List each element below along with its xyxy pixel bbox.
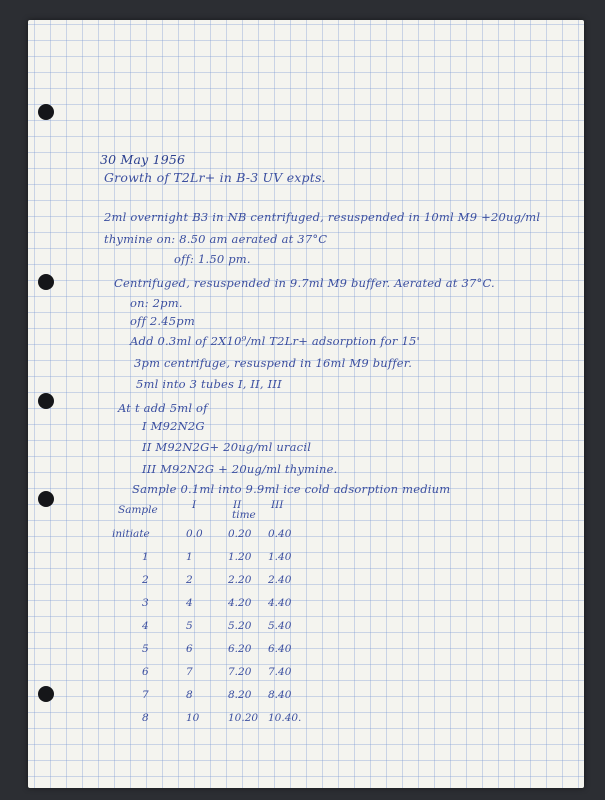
table-cell: 10.40.	[268, 712, 302, 724]
table-cell: 6.20	[228, 643, 252, 655]
table-row-sample: initiate	[112, 528, 150, 540]
table-cell: 4	[186, 597, 193, 609]
note-line: II M92N2G+ 20ug/ml uracil	[142, 440, 312, 454]
table-header-II: II	[233, 499, 242, 511]
entry-date: 30 May 1956	[100, 152, 186, 167]
note-line: 2ml overnight B3 in NB centrifuged, resuspended in 10ml M9 +20ug/ml	[104, 210, 541, 224]
table-row-sample: 4	[142, 620, 149, 632]
table-row-sample: 7	[142, 689, 149, 701]
table-cell: 10	[186, 712, 200, 724]
binder-hole	[38, 491, 54, 507]
table-header-III: III	[271, 499, 284, 511]
table-cell: 6	[186, 643, 193, 655]
table-cell: 2	[186, 574, 193, 586]
binder-hole	[38, 686, 54, 702]
table-cell: 5.40	[268, 620, 292, 632]
experiment-title: Growth of T2Lr+ in B-3 UV expts.	[104, 170, 326, 185]
table-row-sample: 2	[142, 574, 149, 586]
table-cell: 0.40	[268, 528, 292, 540]
note-line: 5ml into 3 tubes I, II, III	[136, 377, 282, 391]
table-cell: 7	[186, 666, 193, 678]
note-line: thymine on: 8.50 am aerated at 37°C	[104, 232, 328, 246]
table-cell: 7.40	[268, 666, 292, 678]
table-cell: 8.20	[228, 689, 252, 701]
table-cell: 7.20	[228, 666, 252, 678]
table-header-time: time	[232, 509, 256, 521]
table-cell: 4.40	[268, 597, 292, 609]
table-cell: 2.40	[268, 574, 292, 586]
note-line: on: 2pm.	[130, 296, 183, 310]
note-line: I M92N2G	[142, 419, 205, 433]
table-header-sample: Sample	[118, 504, 158, 516]
table-cell: 1.40	[268, 551, 292, 563]
binder-hole	[38, 274, 54, 290]
note-line: off: 1.50 pm.	[174, 252, 251, 266]
table-row-sample: 3	[142, 597, 149, 609]
table-cell: 5.20	[228, 620, 252, 632]
table-cell: 10.20	[228, 712, 259, 724]
table-cell: 2.20	[228, 574, 252, 586]
table-cell: 0.0	[186, 528, 203, 540]
note-line: 3pm centrifuge, resuspend in 16ml M9 buffer.	[134, 356, 413, 370]
table-cell: 1.20	[228, 551, 252, 563]
binder-hole	[38, 104, 54, 120]
note-line: off 2.45pm	[130, 314, 195, 328]
table-cell: 8	[186, 689, 193, 701]
note-line: Add 0.3ml of 2X10⁹/ml T2Lr+ adsorption for 15'	[130, 334, 420, 348]
table-row-sample: 8	[142, 712, 149, 724]
note-line: At t add 5ml of	[118, 401, 208, 415]
table-header-I: I	[192, 499, 197, 511]
notebook-page	[28, 20, 584, 788]
table-cell: 4.20	[228, 597, 252, 609]
table-cell: 6.40	[268, 643, 292, 655]
table-cell: 1	[186, 551, 193, 563]
binder-hole	[38, 393, 54, 409]
note-line: III M92N2G + 20ug/ml thymine.	[142, 462, 338, 476]
table-cell: 0.20	[228, 528, 252, 540]
table-row-sample: 5	[142, 643, 149, 655]
table-cell: 8.40	[268, 689, 292, 701]
table-row-sample: 1	[142, 551, 149, 563]
table-cell: 5	[186, 620, 193, 632]
note-line: Centrifuged, resuspended in 9.7ml M9 buffer. Aerated at 37°C.	[114, 276, 495, 290]
note-line: Sample 0.1ml into 9.9ml ice cold adsorption medium	[132, 482, 451, 496]
table-row-sample: 6	[142, 666, 149, 678]
